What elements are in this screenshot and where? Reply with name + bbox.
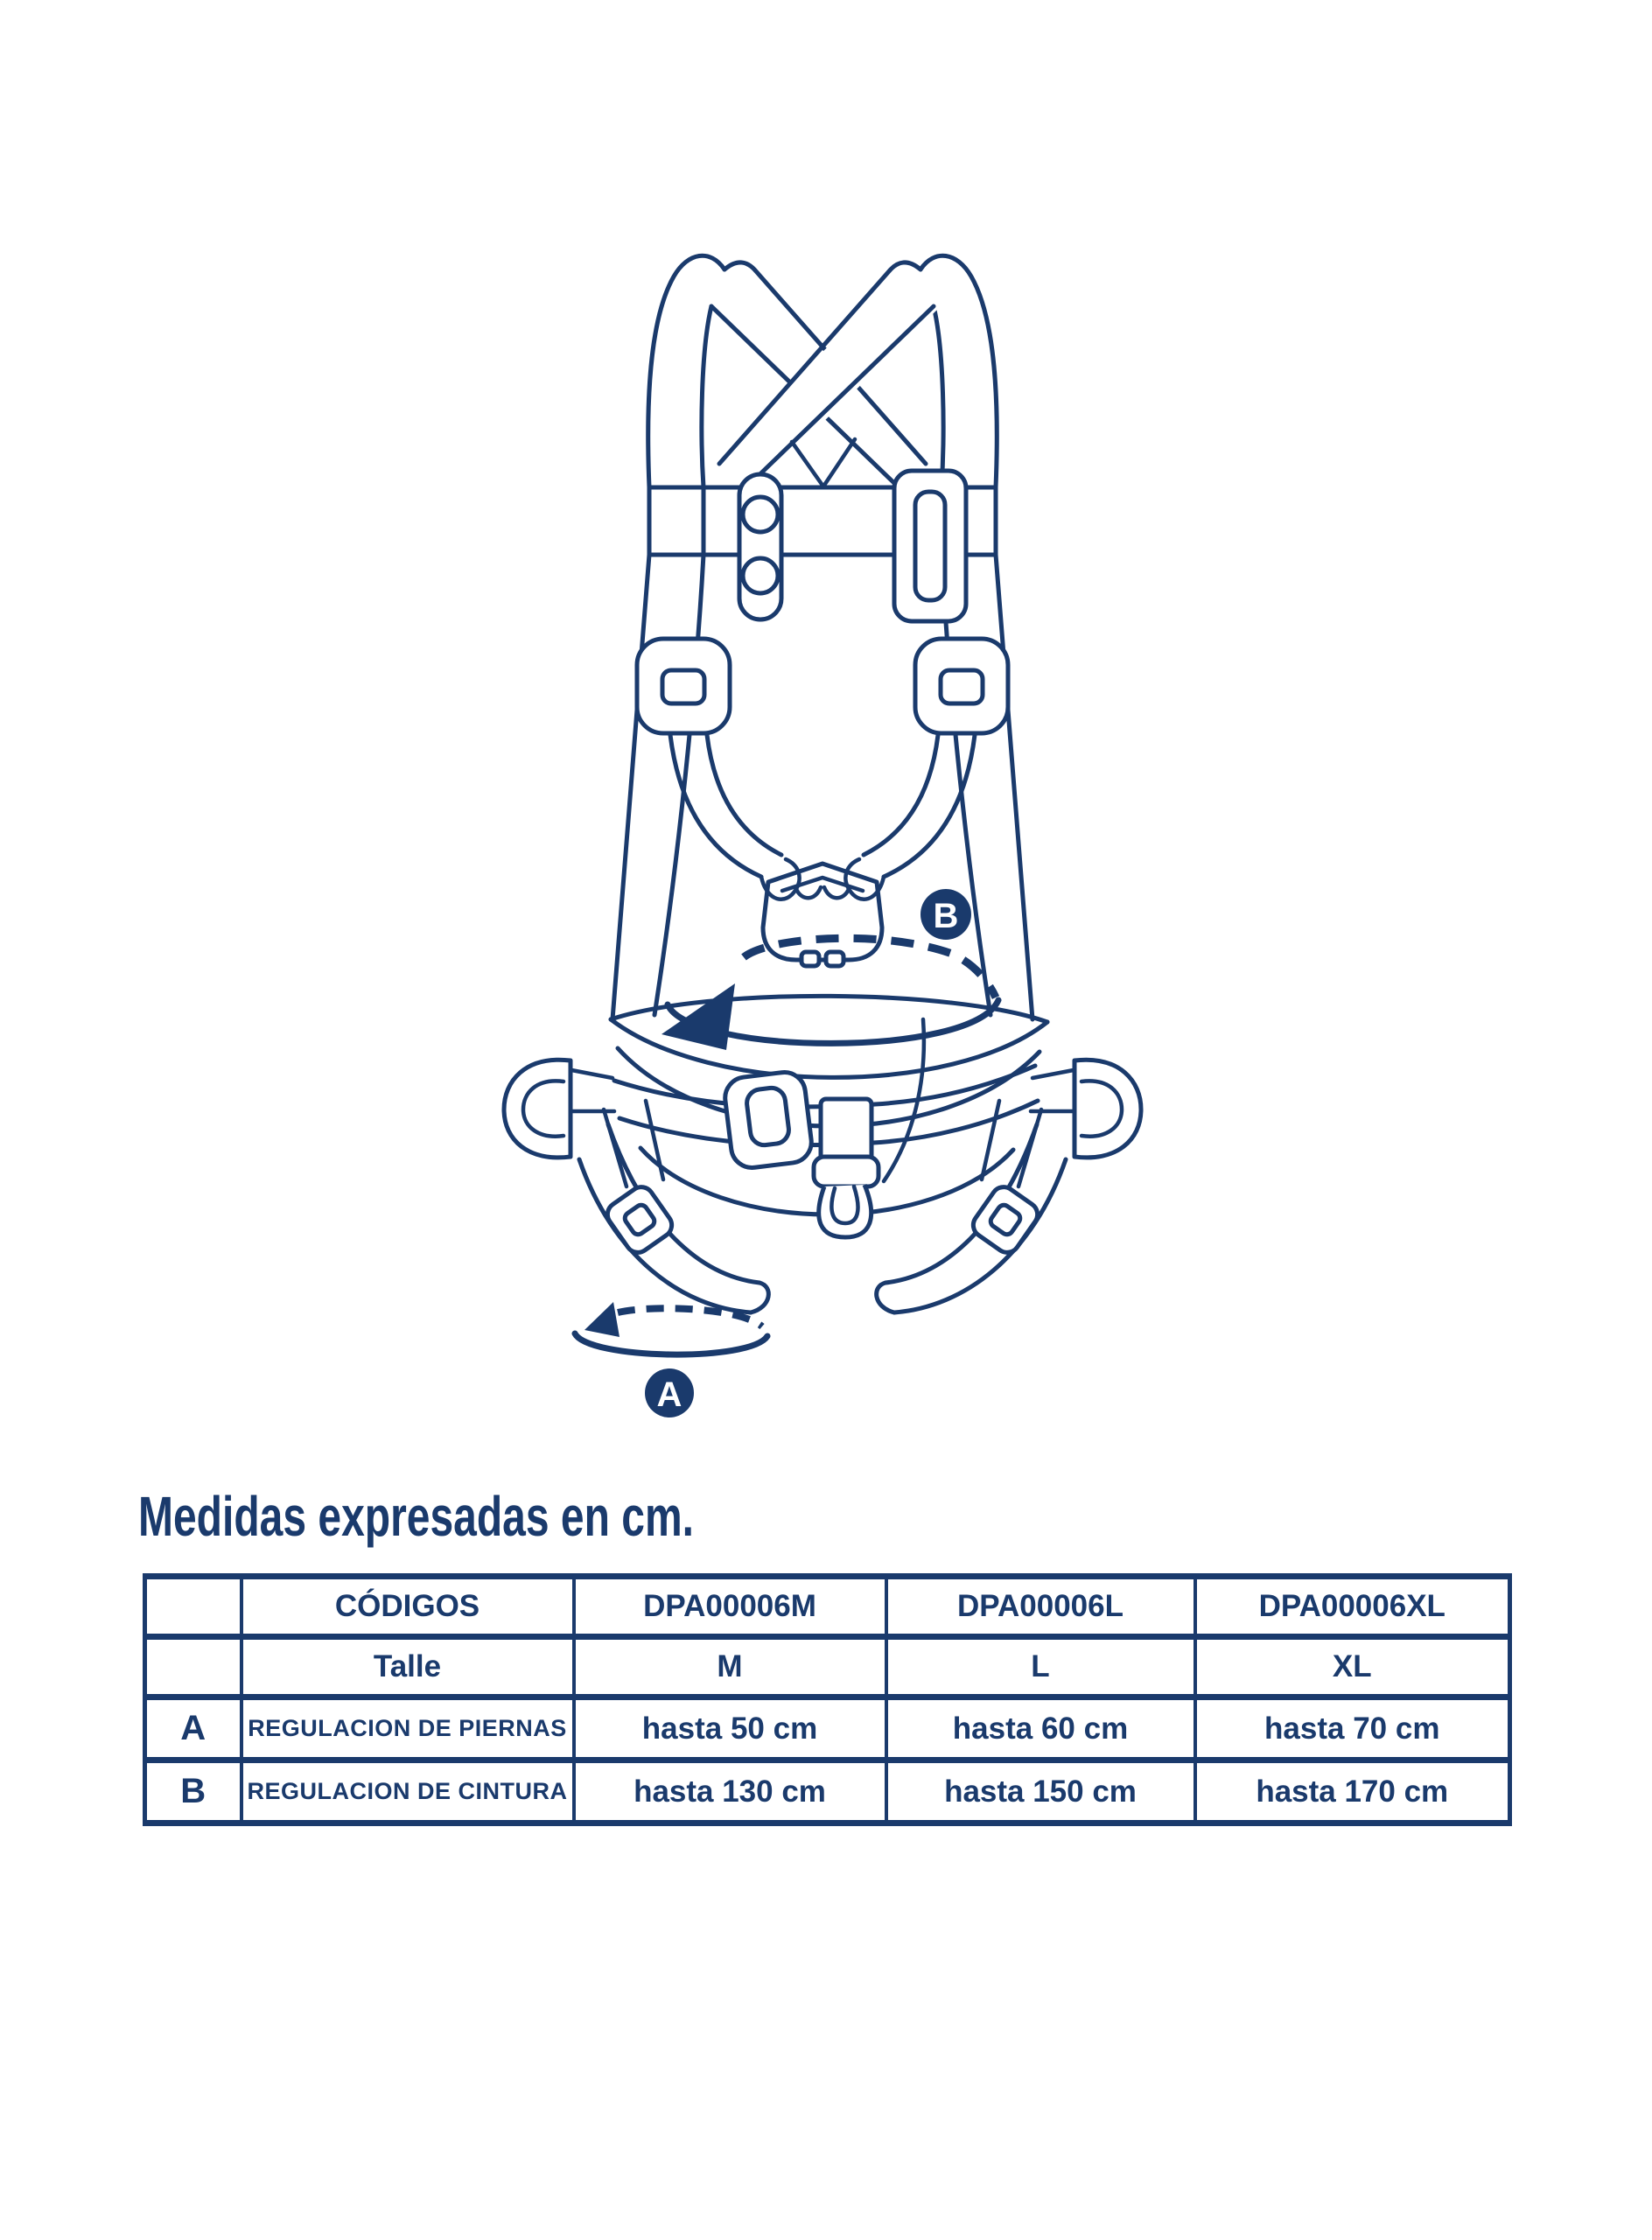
cell-legs-label: REGULACION DE PIERNAS (242, 1698, 574, 1760)
cell-size-label: Talle (242, 1637, 574, 1698)
badge-b (920, 889, 971, 940)
waist-main-buckle (723, 1070, 814, 1170)
cell-legs-key: A (145, 1698, 242, 1760)
chest-slider-buckle (739, 474, 781, 620)
badge-a-letter: A (656, 1376, 682, 1414)
table-row-legs (145, 1698, 1510, 1760)
cell-code-m: DPA00006M (574, 1577, 886, 1637)
measures-title: Medidas expresadas en cm. (138, 1485, 694, 1548)
cell-corner (145, 1577, 242, 1637)
cell-waist-key: B (145, 1760, 242, 1824)
shoulder-adjuster-buckle-left (637, 639, 730, 733)
table-row-size (145, 1637, 1510, 1698)
cell-size-xl: XL (1195, 1637, 1510, 1698)
cell-waist-xl: hasta 170 cm (1195, 1760, 1510, 1824)
cell-legs-xl: hasta 70 cm (1195, 1698, 1510, 1760)
badge-b-letter: B (933, 897, 959, 935)
chest-adjuster-buckle (894, 471, 966, 621)
leg-buckle-right (969, 1182, 1042, 1257)
table-row-waist (145, 1760, 1510, 1824)
cell-waist-label: REGULACION DE CINTURA (242, 1760, 574, 1824)
cell-size-m: M (574, 1637, 886, 1698)
cell-codes-label: CÓDIGOS (242, 1577, 574, 1637)
cell-legs-l: hasta 60 cm (886, 1698, 1195, 1760)
cell-legs-m: hasta 50 cm (574, 1698, 886, 1760)
cell-waist-l: hasta 150 cm (886, 1760, 1195, 1824)
badge-a (645, 1368, 694, 1418)
carabiner (761, 859, 884, 966)
d-ring-left (504, 1060, 614, 1158)
cell-code-xl: DPA00006XL (1195, 1577, 1510, 1637)
lanyard-straps (670, 735, 975, 877)
cell-size-key (145, 1637, 242, 1698)
cell-waist-m: hasta 130 cm (574, 1760, 886, 1824)
cell-size-l: L (886, 1637, 1195, 1698)
drop-strap (814, 1099, 878, 1237)
shoulder-adjuster-buckle-right (915, 639, 1008, 733)
sizes-table (143, 1573, 1512, 1826)
cell-code-l: DPA00006L (886, 1577, 1195, 1637)
d-ring-right (1031, 1060, 1141, 1158)
table-row-codes (145, 1577, 1510, 1637)
leg-buckle-left (603, 1182, 676, 1257)
